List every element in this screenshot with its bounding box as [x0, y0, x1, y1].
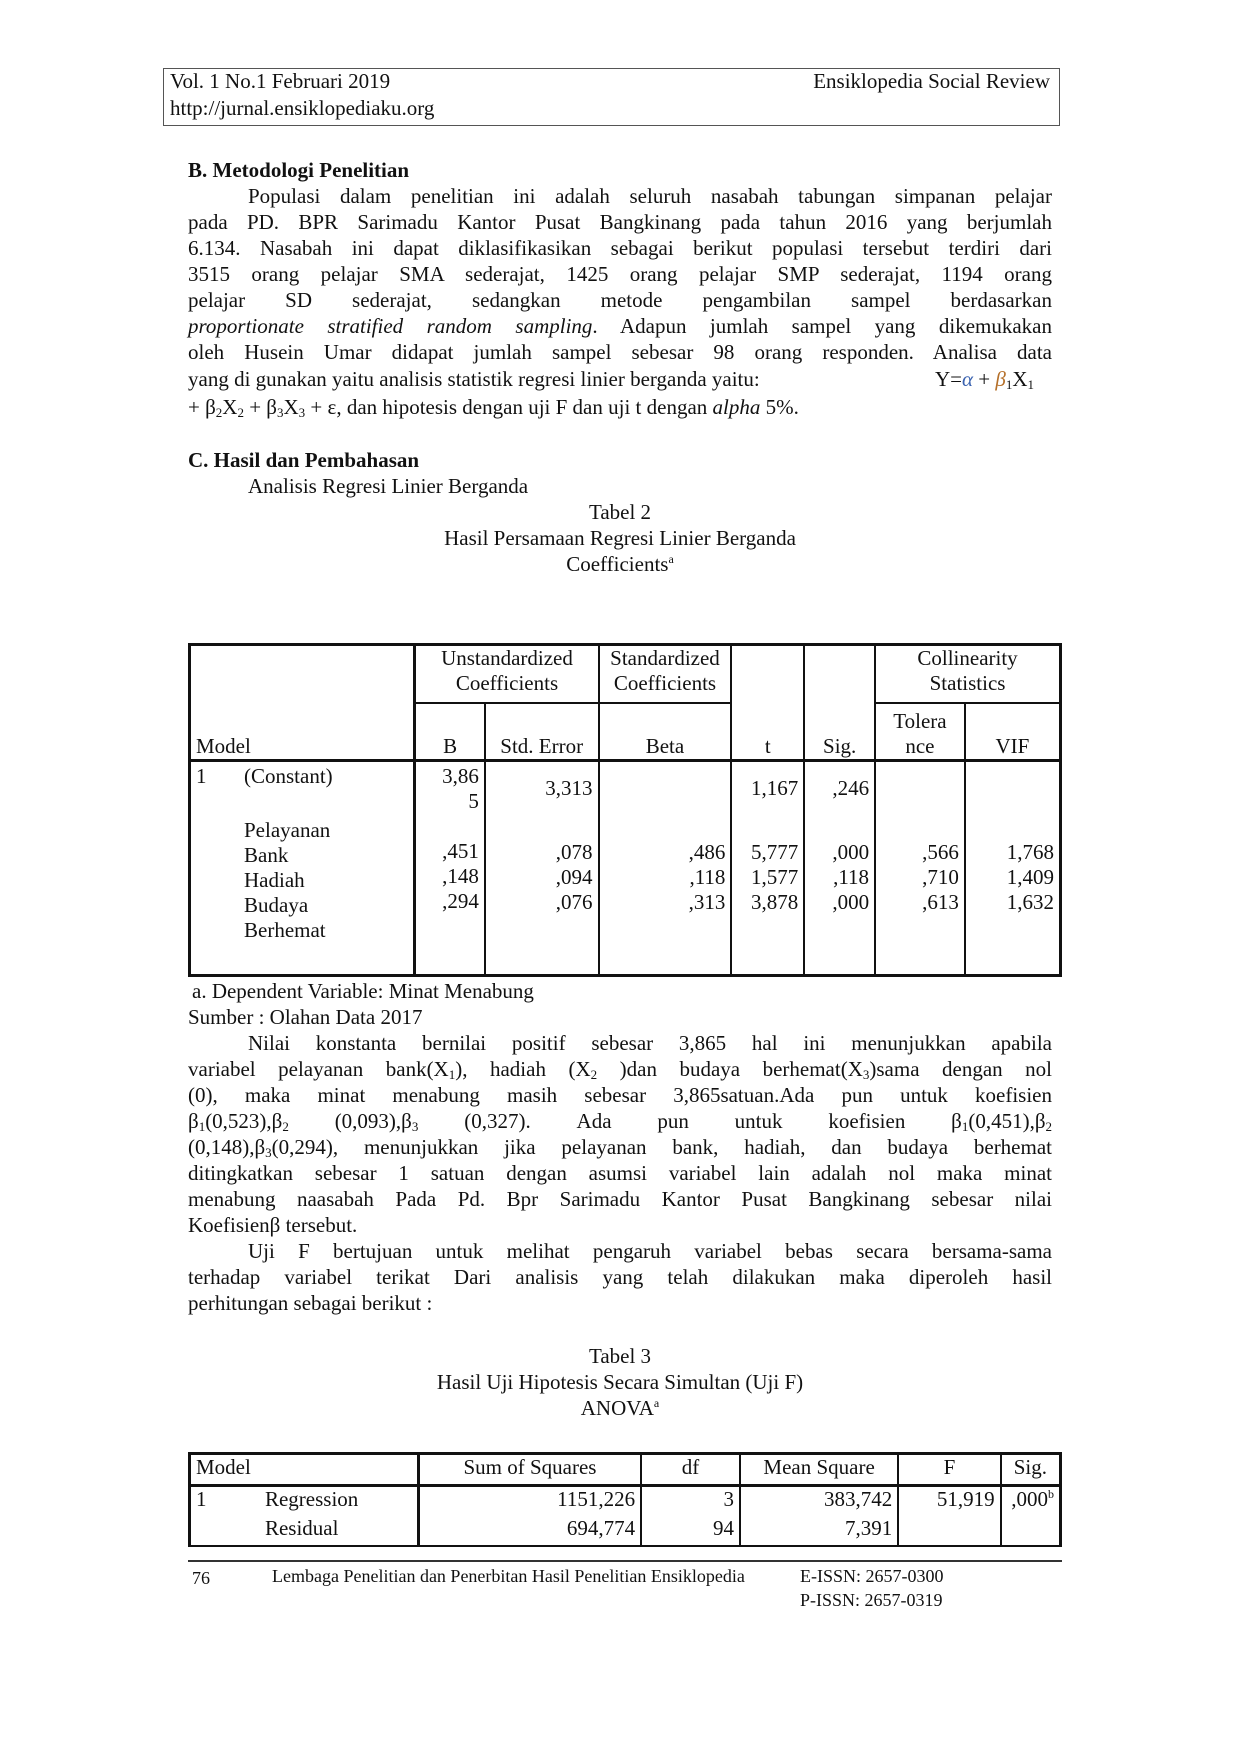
- cell: [1001, 1516, 1061, 1546]
- cell: ,613: [922, 890, 959, 914]
- cell: ,486: [688, 840, 726, 864]
- section-c-heading: C. Hasil dan Pembahasan: [188, 448, 420, 472]
- std-error-values: [485, 761, 599, 976]
- text: Unstandardized: [441, 646, 573, 670]
- text: )dan budaya berhemat(X: [597, 1057, 863, 1081]
- col-group-unstandardized: [415, 645, 599, 703]
- paragraph-line: [188, 394, 1052, 420]
- table3-subtitle: [188, 1395, 1052, 1421]
- table-row: [190, 761, 1061, 976]
- cell: ,313: [688, 890, 726, 914]
- cell: 1,768: [1006, 840, 1054, 864]
- paragraph-line: Uji F bertujuan untuk melihat pengaruh variabel bebas secara bersama-sama: [248, 1239, 1052, 1263]
- col-header-t: t: [731, 645, 804, 761]
- regression-formula: [935, 366, 1034, 392]
- subscript: 1: [198, 1119, 206, 1134]
- table2-title: Hasil Persamaan Regresi Linier Berganda: [444, 526, 796, 550]
- t-values: [731, 761, 804, 976]
- cell: 3,878: [751, 890, 799, 914]
- cell: ,118: [689, 865, 726, 889]
- cell: 94: [641, 1516, 740, 1546]
- cell: ,000: [832, 890, 870, 914]
- superscript: b: [1048, 1487, 1054, 1501]
- text: (0,148),β: [188, 1135, 266, 1159]
- paragraph-line: [188, 1134, 1052, 1160]
- text: (0,093),β: [288, 1109, 412, 1133]
- table-header-row: [190, 1454, 1061, 1486]
- col-header-sig: Sig.: [1001, 1454, 1061, 1486]
- paragraph-line: [188, 1056, 1052, 1082]
- formula-x: X: [1012, 367, 1028, 391]
- italic-term: alpha: [712, 395, 761, 419]
- subscript: 3: [411, 1119, 419, 1134]
- col-header-mean-square: Mean Square: [740, 1454, 898, 1486]
- paragraph-line: 3515 orang pelajar SMA sederajat, 1425 orang pelajar SMP sederajat, 1194 orang: [188, 262, 1052, 286]
- text: Bank: [244, 843, 289, 867]
- paragraph-line: pada PD. BPR Sarimadu Kantor Pusat Bangkinang pada tahun 2016 yang berjumlah: [188, 210, 1052, 234]
- text: Standardized: [610, 646, 720, 670]
- text: (0,523),β: [205, 1109, 283, 1133]
- cell: ,078: [555, 840, 593, 864]
- cell: 51,919: [898, 1486, 1000, 1517]
- header-url: http://jurnal.ensiklopediaku.org: [170, 96, 435, 120]
- subscript: 1: [448, 1067, 456, 1082]
- paragraph-line: terhadap variabel terikat Dari analisis yang telah dilakukan maka diperoleh hasil: [188, 1265, 1052, 1289]
- predictor-hadiah: Hadiah: [244, 868, 305, 892]
- alpha-symbol: α: [962, 367, 974, 391]
- cell: ,710: [922, 865, 959, 889]
- cell: ,148: [442, 864, 479, 888]
- paragraph-line: menabung naasabah Pada Pd. Bpr Sarimadu Kantor Pusat Bangkinang sebesar nilai: [188, 1187, 1052, 1211]
- cell: 3,86: [442, 764, 479, 788]
- italic-term: proportionate stratified random sampling: [188, 314, 593, 338]
- coefficients-table: [188, 643, 1062, 977]
- predictor-constant: (Constant): [244, 764, 333, 788]
- cell: 7,391: [740, 1516, 898, 1546]
- header-volume: Vol. 1 No.1 Februari 2019: [170, 69, 391, 93]
- section-b-heading: B. Metodologi Penelitian: [188, 158, 410, 182]
- paragraph-line: Nilai konstanta bernilai positif sebesar 3,865 hal ini menunjukkan apabila: [248, 1031, 1052, 1055]
- cell: ,118: [833, 865, 870, 889]
- paragraph-line: perhitungan sebagai berikut :: [188, 1291, 433, 1315]
- page-number: 76: [192, 1568, 210, 1588]
- header-journal-name: Ensiklopedia Social Review: [813, 69, 1050, 93]
- text: yang di gunakan yaitu analisis statistik regresi linier berganda yaitu:: [188, 367, 760, 391]
- cell: ,076: [555, 890, 593, 914]
- model-number: 1: [196, 1487, 207, 1511]
- col-header-beta: Beta: [599, 703, 732, 761]
- col-header-df: df: [641, 1454, 740, 1486]
- predictor-names: [244, 764, 333, 943]
- paragraph-line: [188, 313, 1052, 339]
- text: + β: [188, 395, 216, 419]
- cell: [971, 776, 1054, 804]
- text: Coefficients: [566, 552, 669, 576]
- footer-rule: [188, 1560, 1062, 1562]
- formula-plus: +: [973, 367, 996, 391]
- text: Tolera: [893, 709, 947, 733]
- text: . Adapun jumlah sampel yang dikemukakan: [592, 314, 1052, 338]
- text: + β: [243, 395, 277, 419]
- paragraph-line: [188, 1108, 1052, 1134]
- superscript: a: [668, 552, 674, 566]
- col-header-sum-of-squares: Sum of Squares: [418, 1454, 641, 1486]
- formula-y: Y=: [935, 367, 963, 391]
- table2-label: Tabel 2: [588, 500, 652, 524]
- text: )sama dengan nol: [869, 1057, 1052, 1081]
- superscript: a: [653, 1396, 660, 1410]
- text: X: [283, 395, 299, 419]
- footer-publisher: Lembaga Penelitian dan Penerbitan Hasil Penelitian Ensiklopedia: [272, 1566, 745, 1586]
- col-header-model: Model: [190, 1454, 419, 1486]
- subscript: 3: [276, 405, 284, 420]
- text: ,000: [1011, 1487, 1048, 1511]
- col-header-vif: VIF: [965, 703, 1061, 761]
- cell: 3: [641, 1486, 740, 1517]
- cell: 383,742: [740, 1486, 898, 1517]
- subscript: 3: [298, 405, 306, 420]
- model-number: [190, 1516, 265, 1546]
- col-header-model: Model: [190, 645, 415, 761]
- cell: 1,577: [751, 865, 799, 889]
- col-header-b: B: [415, 703, 485, 761]
- cell: [898, 1516, 1000, 1546]
- cell: 694,774: [418, 1516, 641, 1546]
- table-row: [190, 1516, 1061, 1546]
- sig-values: [804, 761, 875, 976]
- table2-footnote: a. Dependent Variable: Minat Menabung: [192, 979, 534, 1003]
- predictor-budaya-berhemat: Budaya: [244, 893, 309, 917]
- table2-source: Sumber : Olahan Data 2017: [188, 1005, 423, 1029]
- paragraph-line: (0), maka minat menabung masih sebesar 3,865satuan.Ada pun untuk koefisien: [188, 1083, 1052, 1107]
- text: (0,451),β: [968, 1109, 1046, 1133]
- cell: ,566: [922, 840, 959, 864]
- subscript: 1: [1027, 377, 1035, 392]
- b-values: [415, 761, 485, 976]
- subsection-heading: Analisis Regresi Linier Berganda: [248, 474, 529, 498]
- text: Coefficients: [455, 671, 559, 695]
- col-group-collinearity: [875, 645, 1060, 703]
- text: Coefficients: [613, 671, 717, 695]
- paragraph-line: 6.134. Nasabah ini dapat diklasifikasikan sebagai berikut populasi tersebut terdiri dari: [188, 236, 1052, 260]
- paragraph-line: pelajar SD sederajat, sedangkan metode pengambilan sampel berdasarkan: [188, 288, 1052, 312]
- col-header-std-error: Std. Error: [485, 703, 599, 761]
- col-header-tolerance: [875, 703, 965, 761]
- beta-symbol: β: [995, 367, 1006, 391]
- cell: ,094: [555, 865, 593, 889]
- col-header-f: F: [898, 1454, 1000, 1486]
- text: variabel pelayanan bank(X: [188, 1057, 449, 1081]
- model-number: 1: [196, 764, 207, 788]
- table2-subtitle: [188, 551, 1052, 577]
- subscript: 2: [282, 1119, 289, 1134]
- cell: ,451: [442, 839, 479, 863]
- paragraph-line: oleh Husein Umar didapat jumlah sampel sebesar 98 orang responden. Analisa data: [188, 340, 1052, 364]
- subscript: 2: [590, 1067, 598, 1082]
- text: ), hadiah (X: [455, 1057, 591, 1081]
- beta-values: [599, 761, 732, 976]
- col-header-sig: Sig.: [804, 645, 875, 761]
- cell: ,000: [832, 840, 870, 864]
- vif-values: [965, 761, 1061, 976]
- cell: 5,777: [751, 840, 799, 864]
- text: X: [222, 395, 238, 419]
- table3-title: Hasil Uji Hipotesis Secara Simultan (Uji F): [436, 1370, 804, 1394]
- subscript: 1: [1005, 377, 1013, 392]
- col-group-standardized: [599, 645, 732, 703]
- footer-pissn: P-ISSN: 2657-0319: [800, 1590, 943, 1610]
- cell: [1001, 1486, 1061, 1517]
- predictor-pelayanan-bank: Pelayanan: [244, 818, 331, 842]
- subscript: 3: [265, 1145, 272, 1160]
- paragraph-line: ditingkatkan sebesar 1 satuan dengan asumsi variabel lain adalah nol maka minat: [188, 1161, 1052, 1185]
- subscript: 1: [961, 1119, 969, 1134]
- cell: 1,632: [1006, 890, 1054, 914]
- cell: [881, 776, 959, 804]
- text: 5%.: [760, 395, 799, 419]
- subscript: 3: [862, 1067, 870, 1082]
- cell: 1,409: [1006, 865, 1054, 889]
- text: β: [188, 1109, 199, 1133]
- text: (0,327). Ada pun untuk koefisien β: [418, 1109, 962, 1133]
- model-cell: [190, 761, 415, 976]
- row-label: Residual: [264, 1516, 339, 1540]
- subscript: 2: [237, 405, 244, 420]
- tolerance-values: [875, 761, 965, 976]
- text: Collinearity: [917, 646, 1018, 670]
- table3-label: Tabel 3: [588, 1344, 652, 1368]
- text: Berhemat: [244, 918, 326, 942]
- text: Statistics: [929, 671, 1006, 695]
- row-label: Regression: [264, 1487, 359, 1511]
- footer-eissn: E-ISSN: 2657-0300: [800, 1566, 944, 1586]
- table-row: [190, 1486, 1061, 1517]
- text: nce: [905, 734, 935, 758]
- cell: ,246: [832, 776, 870, 800]
- text: ANOVA: [580, 1396, 654, 1420]
- paragraph-line: [188, 366, 1052, 392]
- cell: 3,313: [545, 776, 593, 800]
- paragraph-line: Populasi dalam penelitian ini adalah seluruh nasabah tabungan simpanan pelajar: [248, 184, 1052, 208]
- text: + ε, dan hipotesis dengan uji F dan uji t dengan: [305, 395, 713, 419]
- subscript: 2: [215, 405, 223, 420]
- paragraph-line: Koefisienβ tersebut.: [188, 1213, 358, 1237]
- cell: 1151,226: [418, 1486, 641, 1517]
- text: (0,294), menunjukkan jika pelayanan bank, hadiah, dan budaya berhemat: [271, 1135, 1052, 1159]
- anova-table: [188, 1452, 1062, 1547]
- cell: ,294: [442, 889, 479, 913]
- cell: 5: [468, 789, 479, 813]
- cell: 1,167: [751, 776, 799, 800]
- cell: [605, 776, 726, 804]
- subscript: 2: [1045, 1119, 1053, 1134]
